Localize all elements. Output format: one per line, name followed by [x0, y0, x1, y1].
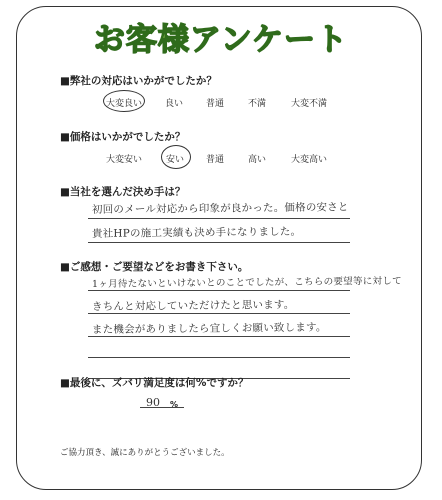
option-service-normal[interactable]: 普通: [205, 99, 225, 109]
thank-you-note: ご協力頂き、誠にありがとうございました。: [60, 448, 230, 458]
option-service-good[interactable]: 良い: [164, 99, 184, 109]
option-price-normal[interactable]: 普通: [205, 155, 225, 165]
question-service-label: ■弊社の対応はいかがでしたか？: [60, 75, 217, 87]
option-service-unsatisfied[interactable]: 不満: [247, 99, 267, 109]
answer-line: [88, 290, 350, 291]
handwritten-answer: 貴社HPの施工実績も決め手になりました。: [91, 225, 302, 240]
answer-line: [88, 357, 350, 358]
answer-line: [88, 336, 350, 337]
handwritten-answer: きちんと対応していただけたと思います。: [91, 298, 295, 313]
question-satisfaction-label: ■最後に、ズバリ満足度は何%ですか？: [60, 377, 249, 389]
question-deciding-factor-label: ■当社を選んだ決め手は？: [60, 186, 186, 198]
handwritten-answer: 1ヶ月待たないといけないとのことでしたが、こちらの要望等に対して: [91, 275, 402, 290]
answer-line: [88, 218, 350, 219]
option-price-cheap[interactable]: 安い: [165, 155, 185, 165]
question-service: [60, 73, 217, 88]
question-satisfaction: [60, 375, 248, 390]
option-price-very-cheap[interactable]: 大変安い: [105, 155, 143, 165]
question-deciding-factor: [60, 184, 185, 199]
option-price-very-expensive[interactable]: 大変高い: [290, 155, 328, 165]
option-service-very-unsatisfied[interactable]: 大変不満: [290, 99, 328, 109]
handwritten-answer: 初回のメール対応から印象が良かった。価格の安さと: [91, 201, 349, 216]
question-price: [60, 129, 185, 144]
survey-title: お客様アンケート: [93, 22, 349, 58]
satisfaction-value[interactable]: 90: [146, 396, 160, 409]
answer-line: [88, 313, 350, 314]
question-price-label: ■価格はいかがでしたか？: [60, 131, 186, 143]
answer-line: [88, 242, 350, 243]
question-comments-label: ■ご感想・ご要望などをお書き下さい。: [60, 261, 249, 273]
option-price-expensive[interactable]: 高い: [247, 155, 267, 165]
handwritten-answer: また機会がありましたら宜しくお願い致します。: [91, 321, 327, 336]
percent-unit: %: [170, 400, 179, 409]
option-service-very-good[interactable]: 大変良い: [105, 99, 143, 109]
question-comments: [60, 259, 248, 274]
